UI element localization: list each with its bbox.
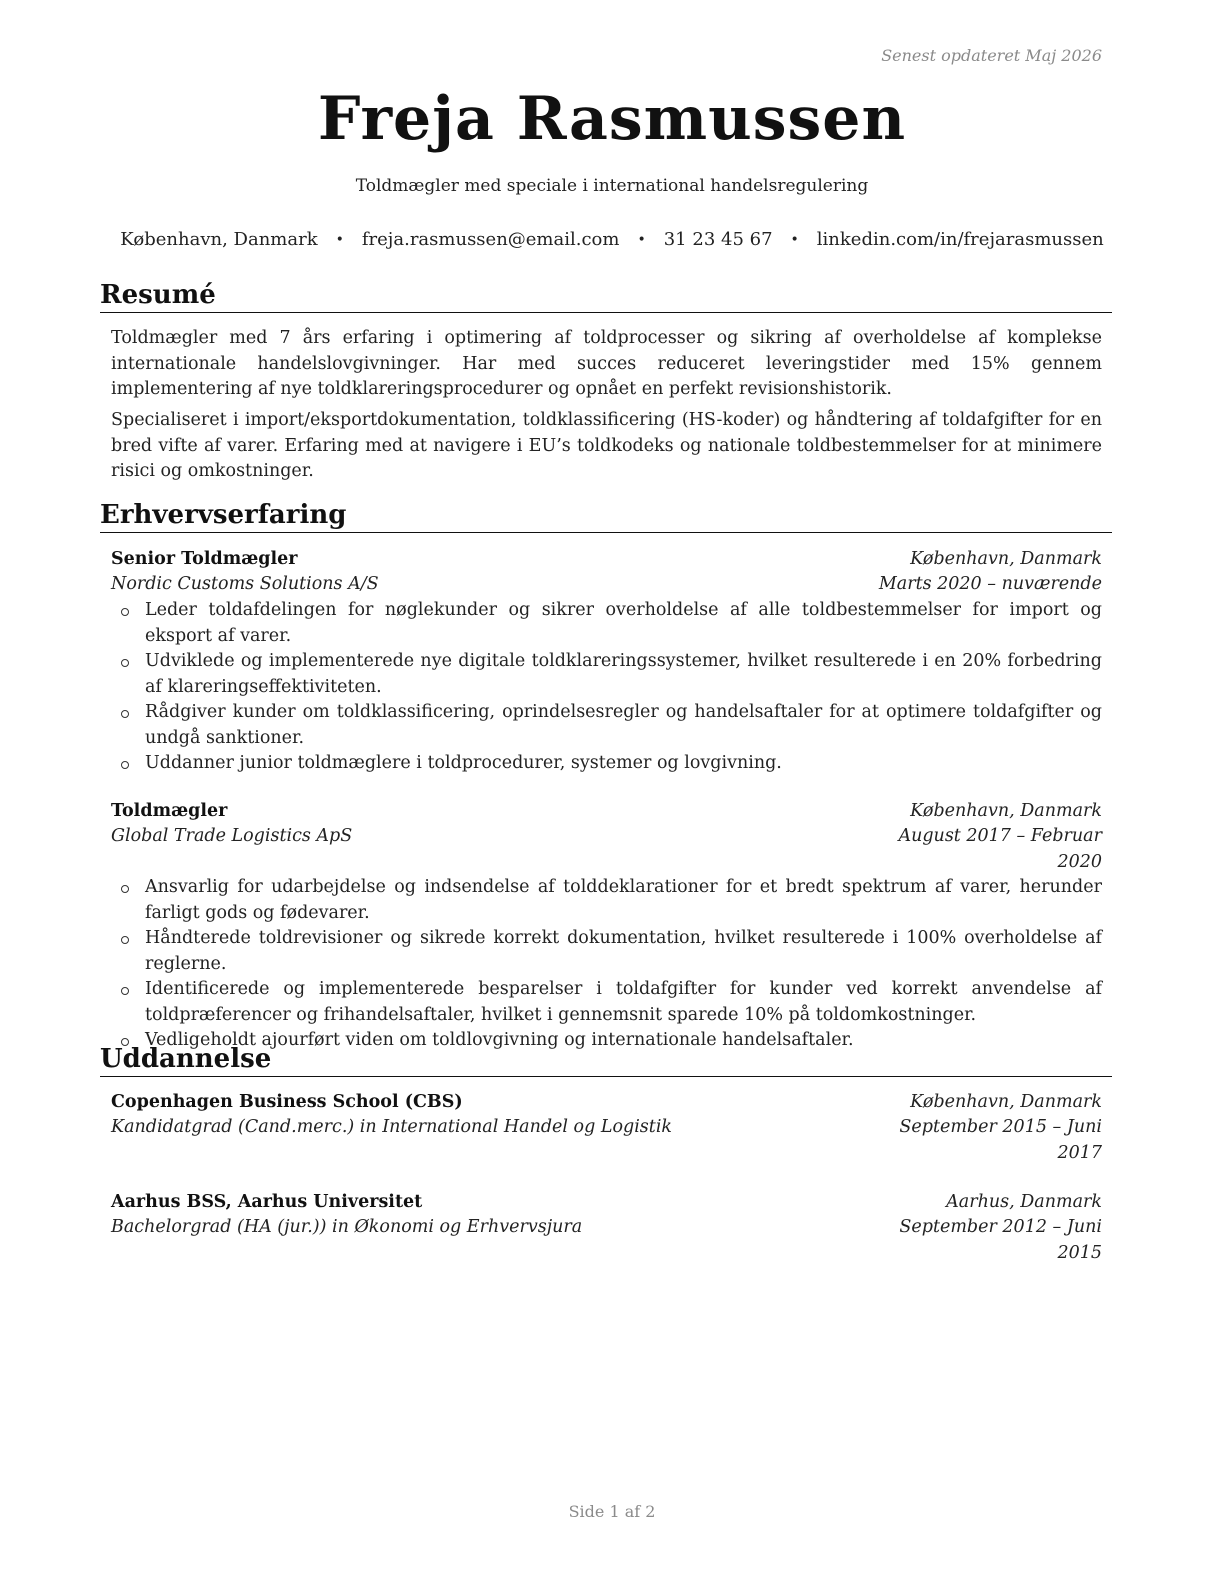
education-dates: September 2015 – Juni 2017 xyxy=(899,1117,1102,1163)
summary-paragraph: Specialiseret i import/eksportdokumentation, toldklassificering (HS-koder) og håndtering af toldafgifter for en bred vifte af varer. Erfaring med at navigere i EU’s toldkodeks og nationale toldbestemmelser for at minimere risici og omkostninger. xyxy=(111,410,1102,481)
contact-location: København, Danmark xyxy=(120,229,318,250)
job-company: Nordic Customs Solutions A/S xyxy=(111,574,379,594)
candidate-name: Freja Rasmussen xyxy=(317,84,907,154)
circle-bullet-icon xyxy=(121,885,129,893)
list-item: Leder toldafdelingen for nøglekunder og sikrer overholdelse af alle toldbestemmelser for import og eksport af varer. xyxy=(111,598,1102,649)
job-dates: August 2017 – Februar 2020 xyxy=(898,826,1102,872)
section-title-summary: Resumé xyxy=(100,280,1112,313)
summary-paragraph: Toldmægler med 7 års erfaring i optimering af toldprocesser og sikring af overholdelse af komplekse internationale handelslovgivninger. Har med succes reduceret leveringstider med 15% gennem implementering af nye toldklareringsprocedurer og opnået en perfekt revisionshistorik. xyxy=(111,328,1102,399)
last-updated: Senest opdateret Maj 2026 xyxy=(881,46,1102,65)
education-dates: September 2012 – Juni 2015 xyxy=(899,1217,1102,1263)
page-number: Side 1 af 2 xyxy=(568,1502,656,1521)
job-role: Senior Toldmægler xyxy=(111,549,298,569)
circle-bullet-icon xyxy=(121,936,129,944)
education-school: Copenhagen Business School (CBS) xyxy=(111,1092,463,1112)
bullet-separator: • xyxy=(790,232,799,248)
list-item: Vedligeholdt ajourført viden om toldlovgivning og internationale handelsaftaler. xyxy=(111,1028,1102,1054)
job-company: Global Trade Logistics ApS xyxy=(111,826,353,846)
education-location: Aarhus, Danmark xyxy=(946,1192,1102,1212)
list-item: Rådgiver kunder om toldklassificering, oprindelsesregler og handelsaftaler for at optimere toldafgifter og undgå sanktioner. xyxy=(111,700,1102,751)
circle-bullet-icon xyxy=(121,608,129,616)
list-item: Identificerede og implementerede besparelser i toldafgifter for kunder ved korrekt anvendelse af toldpræferencer og frihandelsaftaler, hvilket i gennemsnit sparede 10% på toldomkostninger. xyxy=(111,977,1102,1028)
job-location: København, Danmark xyxy=(910,549,1102,569)
job-dates: Marts 2020 – nuværende xyxy=(878,574,1102,594)
bullet-separator: • xyxy=(335,232,344,248)
circle-bullet-icon xyxy=(121,761,129,769)
list-item: Uddanner junior toldmæglere i toldprocedurer, systemer og lovgivning. xyxy=(111,751,1102,777)
contact-email[interactable]: freja.rasmussen@email.com xyxy=(361,229,620,250)
job-bullet-list xyxy=(111,598,1102,777)
list-item: Udviklede og implementerede nye digitale toldklareringssystemer, hvilket resulterede i en 20% forbedring af klareringseffektiviteten. xyxy=(111,649,1102,700)
education-location: København, Danmark xyxy=(910,1092,1102,1112)
contact-phone: 31 23 45 67 xyxy=(663,229,773,250)
job-location: København, Danmark xyxy=(910,801,1102,821)
job-role: Toldmægler xyxy=(111,801,228,821)
contact-line xyxy=(0,229,1224,250)
circle-bullet-icon xyxy=(121,710,129,718)
circle-bullet-icon xyxy=(121,659,129,667)
education-school: Aarhus BSS, Aarhus Universitet xyxy=(111,1192,423,1212)
candidate-subtitle: Toldmægler med speciale i international handelsregulering xyxy=(355,176,869,196)
list-item: Ansvarlig for udarbejdelse og indsendelse af tolddeklarationer for et bredt spektrum af varer, herunder farligt gods og fødevarer. xyxy=(111,875,1102,926)
section-title-education: Uddannelse xyxy=(100,1044,1112,1077)
bullet-separator: • xyxy=(637,232,646,248)
section-title-experience: Erhvervserfaring xyxy=(100,500,1112,533)
circle-bullet-icon xyxy=(121,987,129,995)
job-bullet-list xyxy=(111,875,1102,1054)
contact-linkedin[interactable]: linkedin.com/in/frejarasmussen xyxy=(816,229,1104,250)
education-degree: Bachelorgrad (HA (jur.)) in Økonomi og Erhvervsjura xyxy=(111,1217,583,1237)
list-item: Håndterede toldrevisioner og sikrede korrekt dokumentation, hvilket resulterede i 100% overholdelse af reglerne. xyxy=(111,926,1102,977)
education-degree: Kandidatgrad (Cand.merc.) in International Handel og Logistik xyxy=(111,1117,673,1137)
